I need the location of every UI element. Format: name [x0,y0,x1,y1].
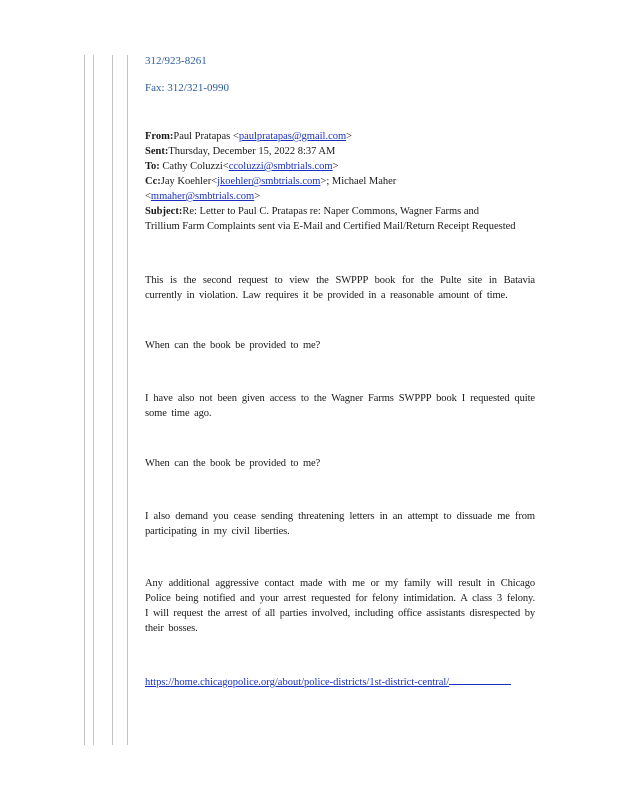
from-name: Paul Pratapas < [173,131,239,142]
email-header [145,129,535,234]
link-line [145,673,535,690]
margin-line-3 [112,55,113,745]
body-paragraph-2: When can the book be provided to me? [145,340,321,351]
from-line [145,129,535,144]
margin-line-1 [84,55,85,745]
to-email-link[interactable]: ccoluzzi@smbtrials.com [228,161,333,172]
subject-line-2 [145,219,535,234]
subject-line [145,204,535,219]
cc-email-link-2[interactable]: mmaher@smbtrials.com [150,191,255,202]
to-line [145,159,535,174]
police-district-link[interactable]: https://home.chicagopolice.org/about/police-districts/1st-district-central/ [145,677,450,688]
subject-label: Subject: [145,206,183,217]
cc-line-2 [145,189,535,204]
cc-label: Cc: [145,176,161,187]
body-paragraph-4: When can the book be provided to me? [145,458,321,469]
from-label: From: [145,131,174,142]
body-paragraph-1: This is the second request to view the SWPPP book for the Pulte site in Batavia currently in violation. Law requires it be provided in a reasonable amount of time. [145,275,535,301]
cc-line [145,174,535,189]
sent-label: Sent: [145,146,169,157]
from-close: > [346,131,353,142]
email-document [145,54,535,690]
margin-line-2 [93,55,94,745]
to-close: > [332,161,339,172]
cc-separator: >; Michael Maher [320,176,397,187]
sent-value: Thursday, December 15, 2022 8:37 AM [168,146,336,157]
link-underline-tail [449,673,511,685]
subject-text-1: Re: Letter to Paul C. Pratapas re: Naper Commons, Wagner Farms and [182,206,480,217]
cc-open-2: < [145,191,151,202]
cc-name-1: Jay Koehler< [160,176,218,187]
fax-number: Fax: 312/321-0990 [145,82,230,94]
from-email-link[interactable]: paulpratapas@gmail.com [238,131,347,142]
margin-line-4 [127,55,128,745]
cc-close-2: > [254,191,261,202]
to-name: Cathy Coluzzi< [159,161,229,172]
body-paragraph-5: I also demand you cease sending threatening letters in an attempt to dissuade me from participating in my civil liberties. [145,511,535,537]
cc-email-link-1[interactable]: jkoehler@smbtrials.com [217,176,321,187]
body-paragraph-6: Any additional aggressive contact made with me or my family will result in Chicago Police being notified and your arrest requested for felony intimidation. A class 3 felony. I will request the arrest of all parties involved, including office assistants disrespected by their bosses. [145,578,535,634]
phone-number: 312/923-8261 [145,55,207,67]
subject-text-2: Trillium Farm Complaints sent via E-Mail and Certified Mail/Return Receipt Requested [145,221,516,232]
to-label: To: [145,161,160,172]
body-paragraph-3: I have also not been given access to the Wagner Farms SWPPP book I requested quite some time ago. [145,393,535,419]
sent-line [145,144,535,159]
